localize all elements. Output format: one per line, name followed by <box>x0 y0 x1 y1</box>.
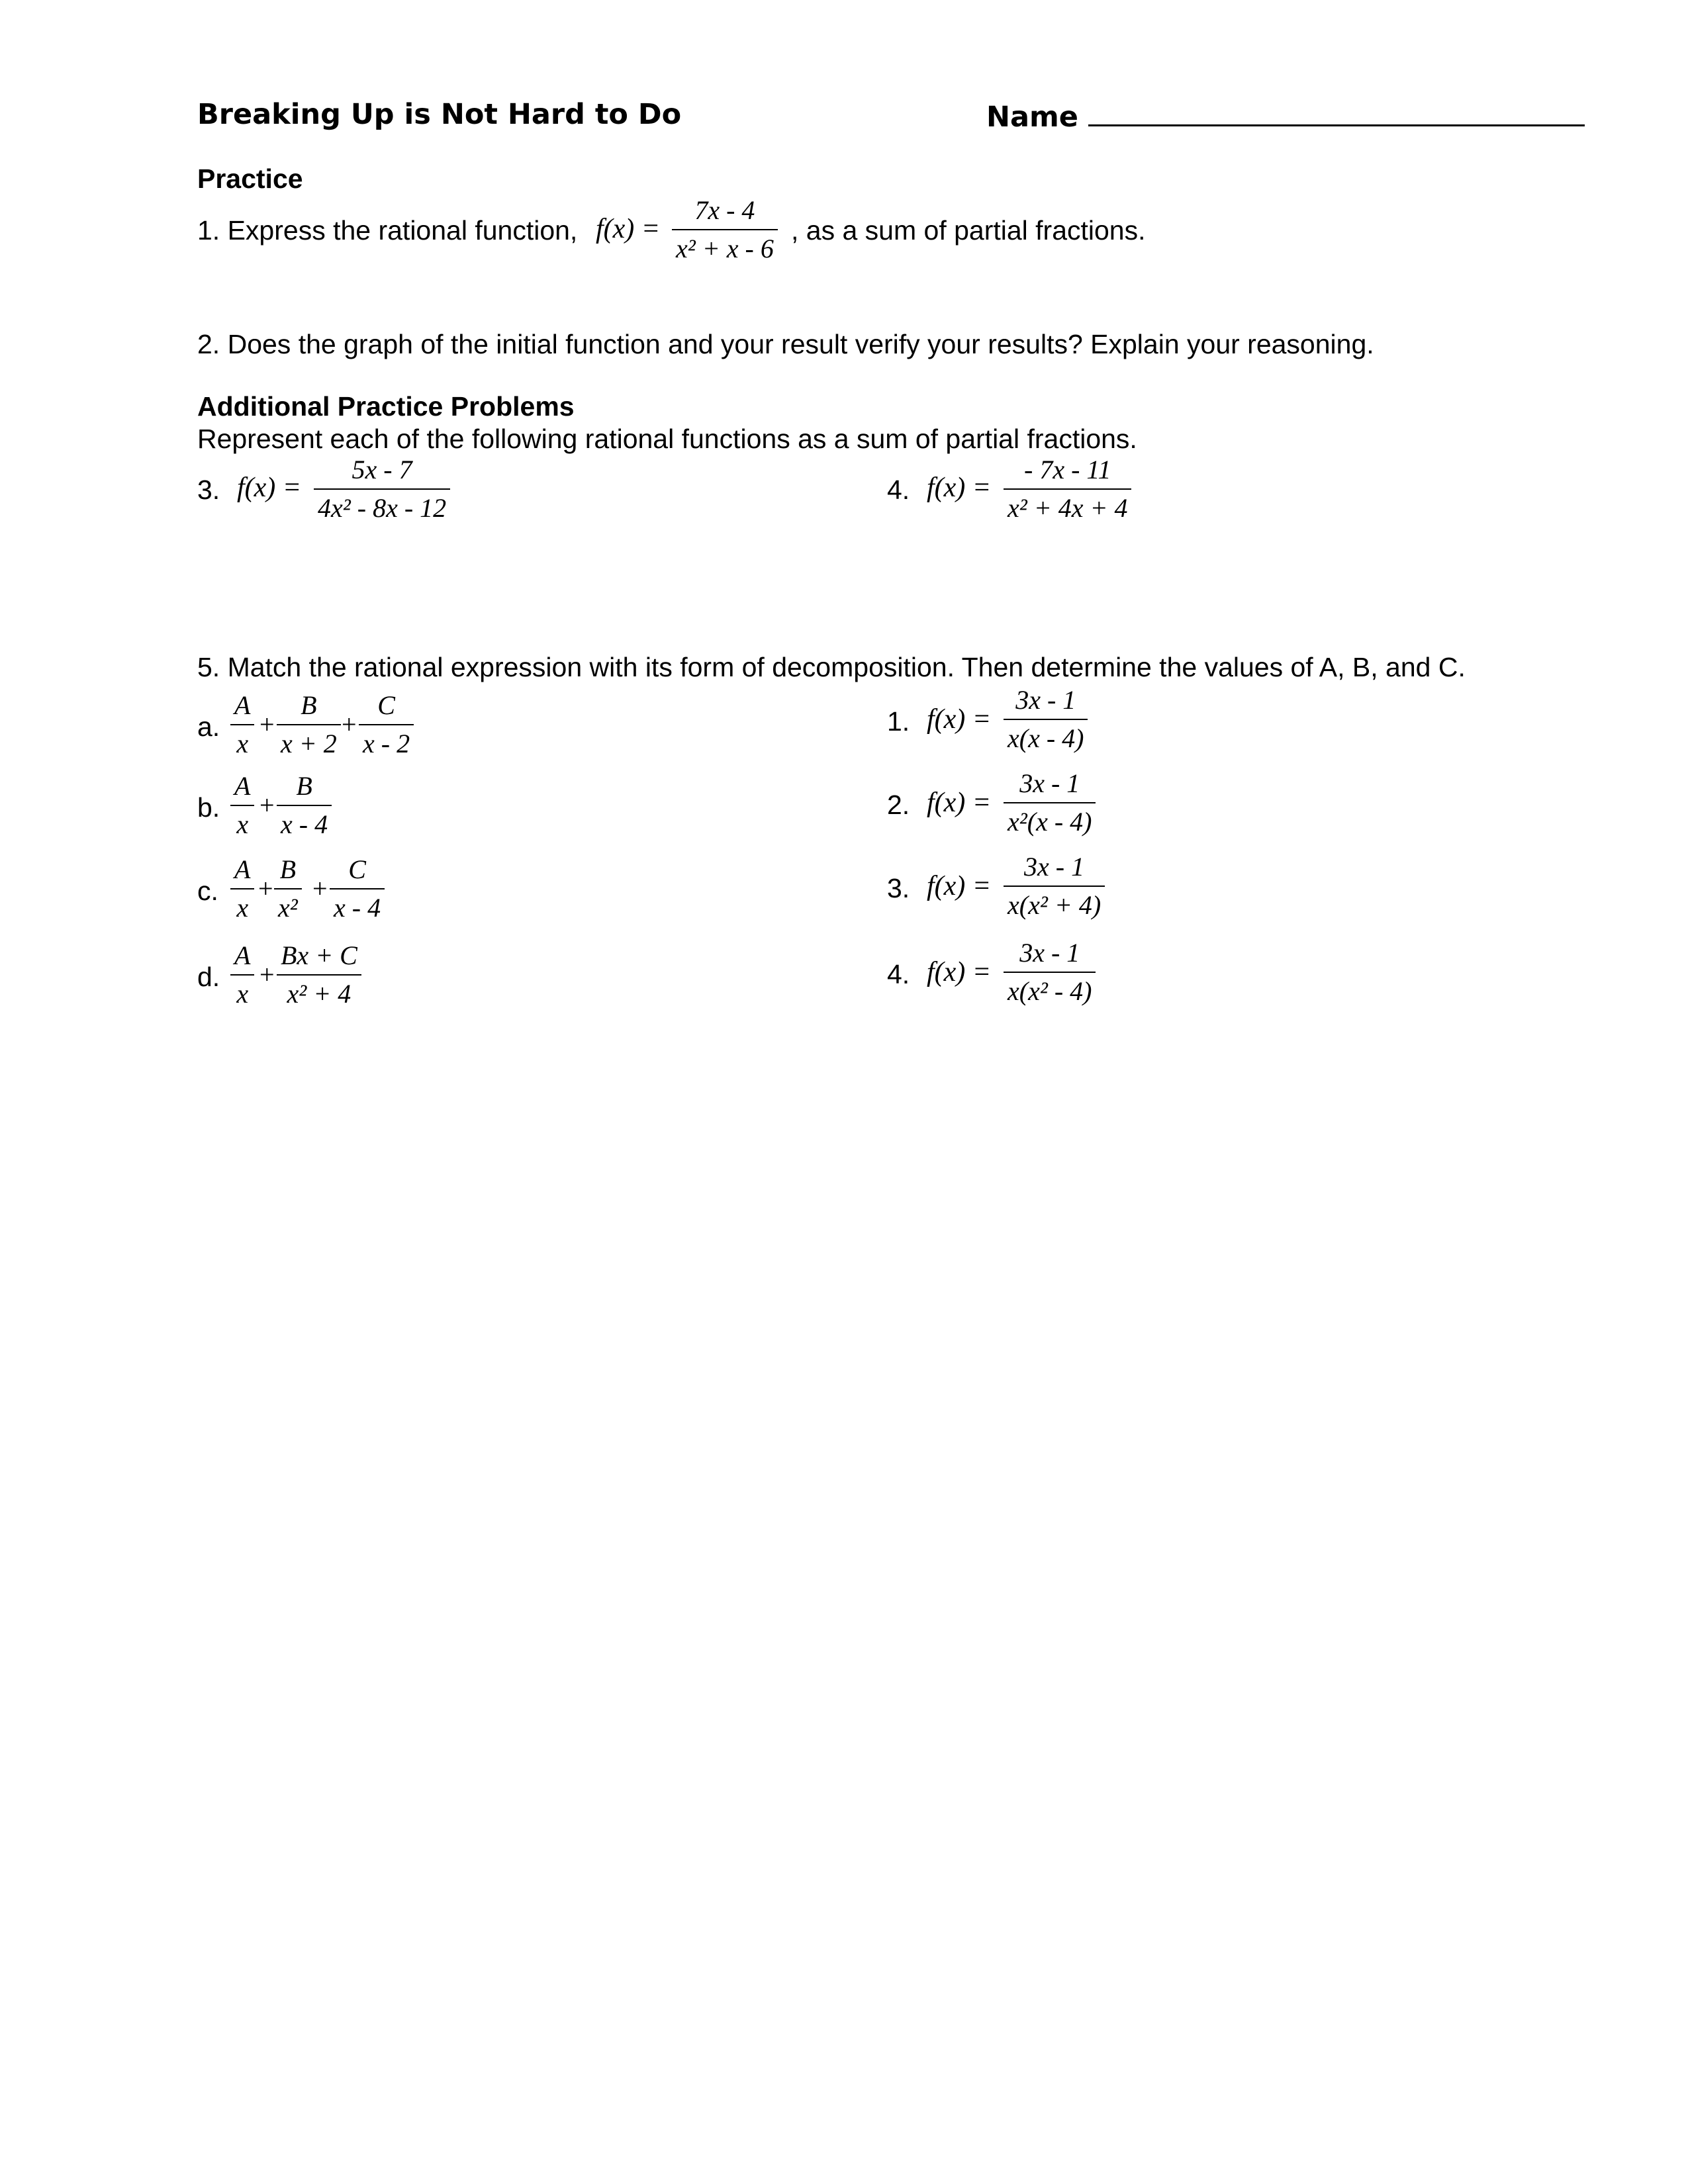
func-3-denominator: x(x² + 4) <box>1004 886 1105 919</box>
q1-fx: f(x) = <box>596 214 661 244</box>
func-2-fx: f(x) = <box>927 788 992 818</box>
q2-text: 2. Does the graph of the initial function and your result verify your results? Explain your reasoning. <box>197 329 1374 359</box>
func-2-fraction <box>1004 770 1096 835</box>
name-field[interactable] <box>986 101 1585 132</box>
func-1-fx: f(x) = <box>927 704 992 735</box>
plus-sign: + <box>259 960 275 989</box>
func-4-label: 4. <box>887 959 910 989</box>
form-a-term-2-den: x + 2 <box>277 724 341 757</box>
q3-numerator: 5x - 7 <box>352 455 412 484</box>
name-label: Name <box>986 101 1078 134</box>
q4-numerator: - 7x - 11 <box>1024 455 1111 484</box>
form-b-term-1-den: x <box>230 805 254 838</box>
form-b-label: b. <box>197 792 220 823</box>
form-c-term-3-num: C <box>348 854 366 884</box>
func-3-label: 3. <box>887 873 910 903</box>
form-d-term-1-den: x <box>230 974 254 1007</box>
form-b-term-2 <box>277 773 332 838</box>
form-c-term-3 <box>330 856 385 921</box>
q1-fraction <box>672 197 778 262</box>
form-c-term-1 <box>230 856 254 921</box>
form-c-term-2 <box>274 856 302 921</box>
q1-suffix: , as a sum of partial fractions. <box>791 215 1146 246</box>
additional-instructions: Represent each of the following rational functions as a sum of partial fractions. <box>197 424 1137 454</box>
form-b-term-1 <box>230 773 254 838</box>
form-b-term-2-num: B <box>296 771 312 801</box>
q3-denominator: 4x² - 8x - 12 <box>314 488 450 522</box>
form-c-term-1-num: A <box>234 854 251 884</box>
func-1-denominator: x(x - 4) <box>1004 719 1088 752</box>
form-d-term-2-num: Bx + C <box>281 940 357 970</box>
form-a-term-3-num: C <box>377 690 395 720</box>
q4-denominator: x² + 4x + 4 <box>1004 488 1131 522</box>
additional-heading: Additional Practice Problems <box>197 391 575 422</box>
plus-sign: + <box>259 790 275 820</box>
form-d-term-2 <box>277 942 361 1007</box>
plus-sign: + <box>312 874 328 903</box>
form-c-label: c. <box>197 876 218 906</box>
form-a-term-3-den: x - 2 <box>359 724 414 757</box>
form-c-term-2-num: B <box>279 854 297 884</box>
func-4-fx: f(x) = <box>927 957 992 987</box>
q4-fraction <box>1004 457 1131 522</box>
q5-prompt: 5. Match the rational expression with its form of decomposition. Then determine the values of A, B, and C. <box>197 652 1466 682</box>
func-2-denominator: x²(x - 4) <box>1004 802 1096 835</box>
func-3-fx: f(x) = <box>927 871 992 901</box>
form-a-term-1-den: x <box>230 724 254 757</box>
form-a-label: a. <box>197 711 220 742</box>
worksheet-title: Breaking Up is Not Hard to Do <box>197 98 682 131</box>
q1-denominator: x² + x - 6 <box>672 229 778 262</box>
plus-sign: + <box>259 709 275 739</box>
func-4-numerator: 3x - 1 <box>1019 938 1080 968</box>
func-1-label: 1. <box>887 706 910 737</box>
func-4-denominator: x(x² - 4) <box>1004 972 1096 1005</box>
form-a-term-1 <box>230 692 254 757</box>
q3-fx: f(x) = <box>237 473 302 503</box>
name-blank-line[interactable] <box>1088 101 1585 126</box>
form-a-term-2 <box>277 692 341 757</box>
func-3-numerator: 3x - 1 <box>1024 852 1085 882</box>
form-c-term-1-den: x <box>230 888 254 921</box>
plus-sign: + <box>258 874 273 903</box>
form-d-term-2-den: x² + 4 <box>277 974 361 1007</box>
q3-label: 3. <box>197 475 220 505</box>
form-b-term-1-num: A <box>234 771 251 801</box>
practice-heading: Practice <box>197 163 303 194</box>
func-1-fraction <box>1004 687 1088 752</box>
form-c-term-2-den: x² <box>274 888 302 921</box>
form-a-term-1-num: A <box>234 690 251 720</box>
func-1-numerator: 3x - 1 <box>1015 685 1076 715</box>
q3-fraction <box>314 457 450 522</box>
func-3-fraction <box>1004 854 1105 919</box>
q1-prefix: 1. Express the rational function, <box>197 215 578 246</box>
q1-numerator: 7x - 4 <box>694 195 755 225</box>
form-d-label: d. <box>197 962 220 992</box>
form-a-term-2-num: B <box>301 690 317 720</box>
q4-fx: f(x) = <box>927 473 992 503</box>
func-2-label: 2. <box>887 790 910 820</box>
func-4-fraction <box>1004 940 1096 1005</box>
form-d-term-1 <box>230 942 254 1007</box>
form-c-term-3-den: x - 4 <box>330 888 385 921</box>
form-a-term-3 <box>359 692 414 757</box>
plus-sign: + <box>342 709 357 739</box>
form-d-term-1-num: A <box>234 940 251 970</box>
q4-label: 4. <box>887 475 910 505</box>
func-2-numerator: 3x - 1 <box>1019 768 1080 798</box>
form-b-term-2-den: x - 4 <box>277 805 332 838</box>
